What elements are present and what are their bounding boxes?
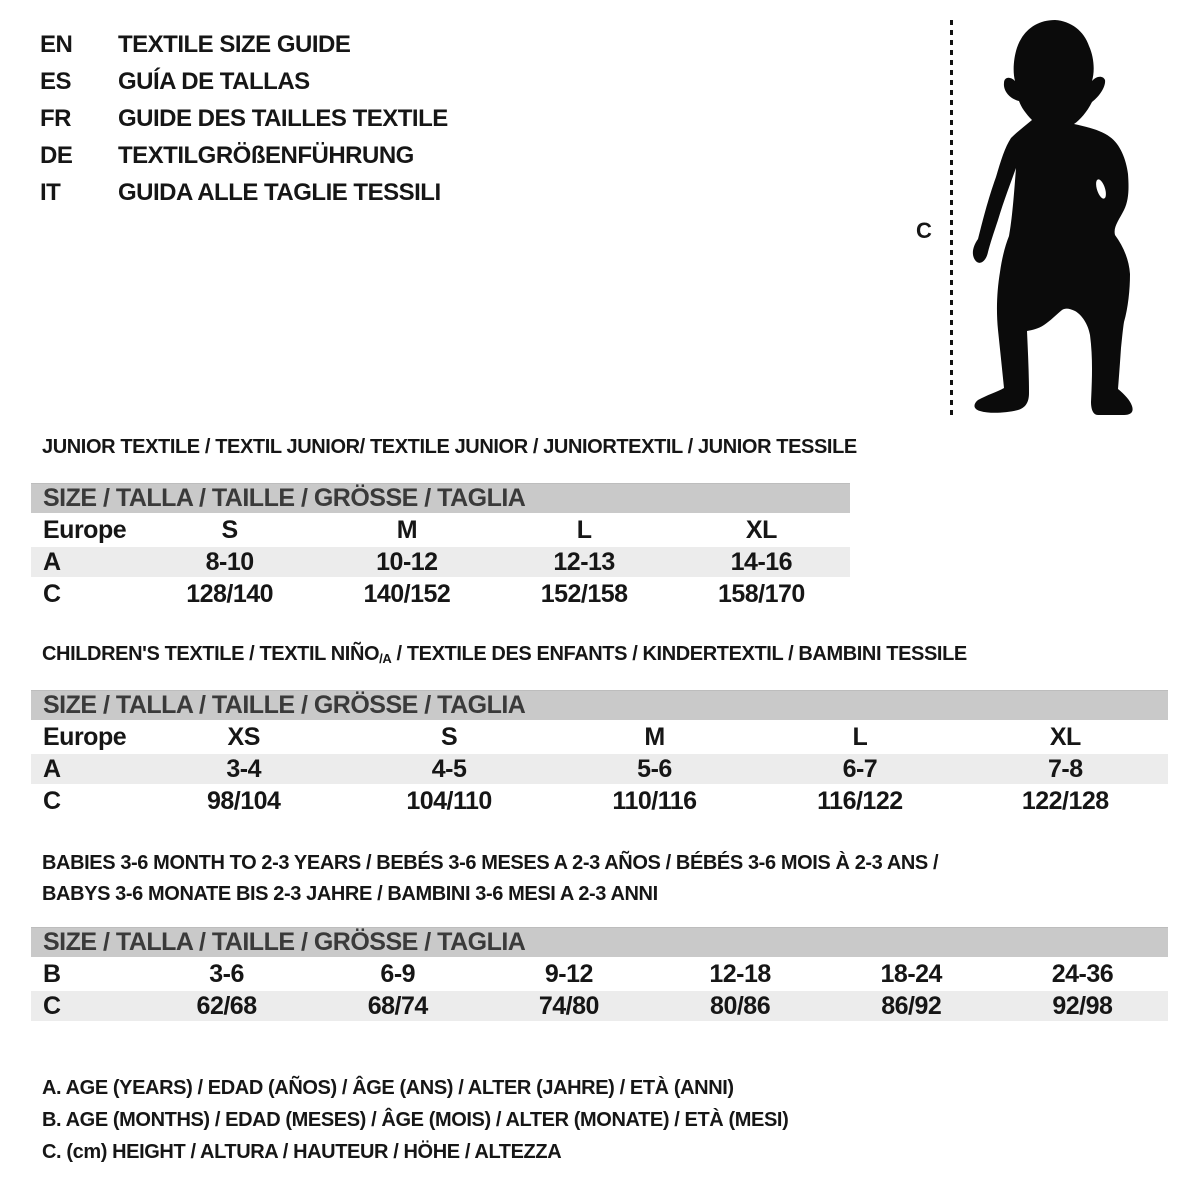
height-cell: 92/98 (1052, 991, 1113, 1020)
language-code: IT (40, 179, 61, 206)
footnote-age-months: B. AGE (MONTHS) / EDAD (MESES) / ÂGE (MOIS) / ALTER (MONATE) / ETÀ (MESI) (42, 1109, 789, 1131)
height-measure-dashed-line (950, 20, 953, 416)
size-header-bar (31, 483, 850, 513)
row-label: C (43, 579, 61, 608)
size-cell: XL (1049, 722, 1081, 751)
guide-title: GUIDA ALLE TAGLIE TESSILI (118, 179, 441, 206)
table-row-height (31, 991, 1168, 1021)
row-label: Europe (43, 722, 127, 751)
footnote-height-cm: C. (cm) HEIGHT / ALTURA / HAUTEUR / HÖHE / ALTEZZA (42, 1141, 562, 1163)
age-cell: 8-10 (205, 547, 254, 576)
age-cell: 10-12 (376, 547, 438, 576)
footnote-age-years: A. AGE (YEARS) / EDAD (AÑOS) / ÂGE (ANS) / ALTER (JAHRE) / ETÀ (ANNI) (42, 1077, 734, 1099)
size-cell: M (396, 515, 418, 544)
size-header-bar (31, 927, 1168, 957)
months-cell: 18-24 (880, 959, 942, 988)
language-title-list (40, 26, 448, 211)
height-cell: 110/116 (612, 786, 697, 815)
height-cell: 74/80 (538, 991, 599, 1020)
months-cell: 9-12 (544, 959, 593, 988)
table-row-age (31, 547, 850, 577)
height-cell: 152/158 (540, 579, 628, 608)
babies-size-table (31, 927, 1168, 1021)
row-label: A (43, 547, 61, 576)
size-header-label: SIZE / TALLA / TAILLE / GRÖSSE / TAGLIA (43, 691, 526, 719)
junior-size-table (31, 483, 850, 611)
height-measure-label: C (916, 218, 932, 243)
row-label: Europe (43, 515, 127, 544)
babies-heading-line1: BABIES 3-6 MONTH TO 2-3 YEARS / BEBÉS 3-6 MESES A 2-3 AÑOS / BÉBÉS 3-6 MOIS À 2-3 ANS / (42, 852, 939, 874)
height-cell: 158/170 (717, 579, 805, 608)
babies-heading-line2: BABYS 3-6 MONATE BIS 2-3 JAHRE / BAMBINI 3-6 MESI A 2-3 ANNI (42, 883, 658, 905)
age-cell: 5-6 (637, 754, 672, 783)
size-cell: S (221, 515, 238, 544)
size-cell: M (644, 722, 665, 751)
age-cell: 6-7 (842, 754, 878, 783)
row-label: A (43, 754, 61, 783)
months-cell: 3-6 (209, 959, 244, 988)
children-heading-sub: /A (379, 651, 392, 666)
children-size-table (31, 690, 1168, 818)
height-cell: 104/110 (406, 786, 492, 815)
toddler-silhouette-icon (970, 18, 1140, 418)
height-cell: 80/86 (710, 991, 771, 1020)
children-section-heading (42, 643, 967, 666)
table-row-height (31, 784, 1168, 818)
row-label: C (43, 786, 61, 815)
months-cell: 24-36 (1051, 959, 1114, 988)
babies-section-heading (42, 848, 938, 910)
height-cell: 122/128 (1021, 786, 1109, 815)
height-cell: 86/92 (881, 991, 942, 1020)
size-cell: XL (745, 515, 777, 544)
guide-title: TEXTILE SIZE GUIDE (118, 31, 351, 58)
size-cell: S (441, 722, 458, 751)
age-cell: 7-8 (1047, 754, 1083, 783)
height-cell: 68/74 (367, 991, 428, 1020)
legend-footnotes (42, 1072, 788, 1168)
height-cell: 62/68 (196, 991, 257, 1020)
age-cell: 4-5 (431, 754, 467, 783)
table-row-months (31, 957, 1168, 991)
size-cell: L (852, 722, 868, 751)
language-code: ES (40, 68, 72, 95)
guide-title: GUIDE DES TAILLES TEXTILE (118, 105, 448, 132)
size-header-label: SIZE / TALLA / TAILLE / GRÖSSE / TAGLIA (43, 928, 526, 956)
size-cell: XS (227, 722, 260, 751)
language-code: EN (40, 31, 73, 58)
height-cell: 128/140 (186, 579, 274, 608)
age-cell: 14-16 (730, 547, 793, 576)
children-heading-suffix: / TEXTILE DES ENFANTS / KINDERTEXTIL / BAMBINI TESSILE (391, 643, 967, 665)
row-label: C (43, 991, 61, 1020)
table-row-age (31, 754, 1168, 784)
language-code: DE (40, 142, 73, 169)
guide-title: GUÍA DE TALLAS (118, 68, 310, 95)
size-cell: L (576, 515, 592, 544)
language-code: FR (40, 105, 71, 132)
months-cell: 6-9 (380, 959, 416, 988)
row-label: B (43, 959, 61, 988)
age-cell: 12-13 (553, 547, 615, 576)
guide-title: TEXTILGRÖßENFÜHRUNG (118, 142, 414, 169)
height-cell: 140/152 (363, 579, 451, 608)
age-cell: 3-4 (226, 754, 262, 783)
table-row-europe (31, 720, 1168, 754)
months-cell: 12-18 (709, 959, 771, 988)
size-header-bar (31, 690, 1168, 720)
children-heading-prefix: CHILDREN'S TEXTILE / TEXTIL NIÑO (42, 643, 380, 665)
junior-section-heading: JUNIOR TEXTILE / TEXTIL JUNIOR/ TEXTILE JUNIOR / JUNIORTEXTIL / JUNIOR TESSILE (42, 436, 857, 458)
height-cell: 116/122 (817, 786, 903, 815)
table-row-europe (31, 513, 850, 547)
table-row-height (31, 577, 850, 611)
size-header-label: SIZE / TALLA / TAILLE / GRÖSSE / TAGLIA (43, 484, 526, 512)
height-cell: 98/104 (206, 786, 281, 815)
